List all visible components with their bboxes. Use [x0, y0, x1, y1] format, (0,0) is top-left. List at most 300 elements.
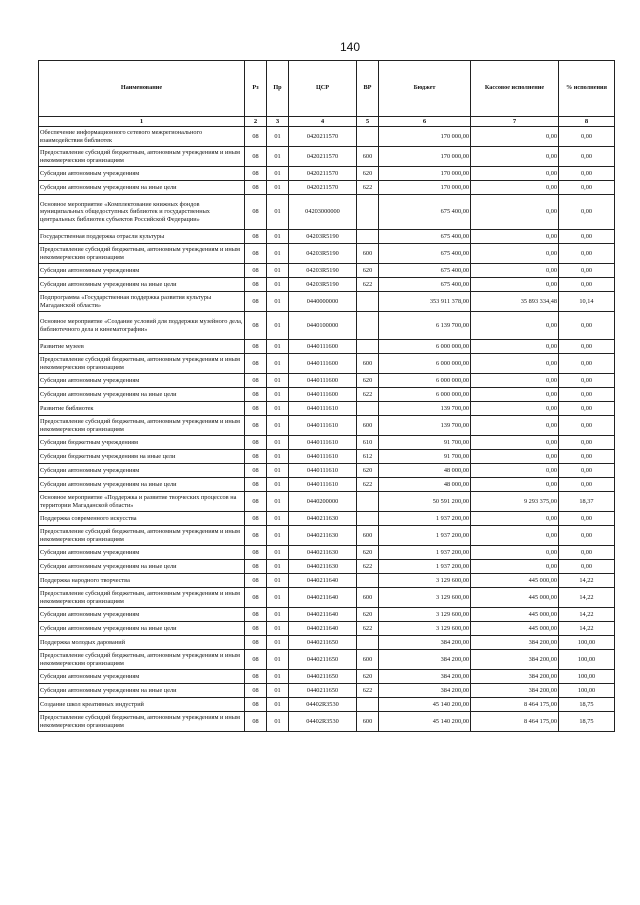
row-pct: 0,00 [559, 388, 615, 402]
row-name: Предоставление субсидий бюджетным, автономным учреждениям и иным некоммерческим организациям [39, 416, 245, 436]
table-row [39, 588, 615, 608]
row-pr: 01 [267, 388, 289, 402]
row-cash: 445 000,00 [471, 622, 559, 636]
table-row [39, 608, 615, 622]
row-rz: 08 [245, 526, 267, 546]
row-pct: 0,00 [559, 127, 615, 147]
row-vr: 622 [357, 684, 379, 698]
row-budget: 170 000,00 [379, 181, 471, 195]
row-name: Предоставление субсидий бюджетным, автономным учреждениям и иным некоммерческим организациям [39, 526, 245, 546]
row-budget: 384 200,00 [379, 670, 471, 684]
row-cash: 0,00 [471, 312, 559, 340]
table-row [39, 292, 615, 312]
row-pr: 01 [267, 622, 289, 636]
row-pct: 0,00 [559, 147, 615, 167]
row-cash: 0,00 [471, 195, 559, 230]
row-csr: 04402R3530 [289, 712, 357, 732]
row-rz: 08 [245, 402, 267, 416]
row-pr: 01 [267, 478, 289, 492]
row-name: Предоставление субсидий бюджетным, автономным учреждениям и иным некоммерческим организациям [39, 712, 245, 732]
row-csr: 0440111600 [289, 388, 357, 402]
row-cash: 0,00 [471, 464, 559, 478]
row-vr: 620 [357, 264, 379, 278]
row-csr: 0440211640 [289, 588, 357, 608]
row-pr: 01 [267, 526, 289, 546]
row-name: Субсидии автономным учреждениям [39, 167, 245, 181]
row-pct: 100,00 [559, 684, 615, 698]
row-rz: 08 [245, 650, 267, 670]
row-rz: 08 [245, 167, 267, 181]
row-pr: 01 [267, 712, 289, 732]
row-pct: 18,75 [559, 712, 615, 732]
row-pr: 01 [267, 574, 289, 588]
row-pr: 01 [267, 698, 289, 712]
table-row [39, 340, 615, 354]
row-csr: 04203R5190 [289, 278, 357, 292]
row-rz: 08 [245, 712, 267, 732]
row-budget: 6 000 000,00 [379, 374, 471, 388]
row-pct: 14,22 [559, 608, 615, 622]
table-row [39, 698, 615, 712]
row-rz: 08 [245, 574, 267, 588]
row-vr: 610 [357, 436, 379, 450]
row-cash: 0,00 [471, 478, 559, 492]
row-cash: 8 464 175,00 [471, 698, 559, 712]
row-rz: 08 [245, 388, 267, 402]
column-number: 3 [267, 117, 289, 127]
row-name: Поддержка молодых дарований [39, 636, 245, 650]
row-rz: 08 [245, 546, 267, 560]
row-vr [357, 698, 379, 712]
row-vr: 600 [357, 416, 379, 436]
row-csr: 0440111600 [289, 354, 357, 374]
row-name: Субсидии автономным учреждениям [39, 264, 245, 278]
row-name: Субсидии автономным учреждениям [39, 670, 245, 684]
row-pct: 0,00 [559, 167, 615, 181]
row-budget: 1 937 200,00 [379, 560, 471, 574]
row-rz: 08 [245, 608, 267, 622]
row-csr: 04203R5190 [289, 244, 357, 264]
row-pr: 01 [267, 560, 289, 574]
row-budget: 139 700,00 [379, 416, 471, 436]
row-csr: 0440111610 [289, 436, 357, 450]
row-cash: 0,00 [471, 354, 559, 374]
row-name: Предоставление субсидий бюджетным, автономным учреждениям и иным некоммерческим организациям [39, 147, 245, 167]
row-name: Предоставление субсидий бюджетным, автономным учреждениям и иным некоммерческим организациям [39, 244, 245, 264]
row-vr: 622 [357, 278, 379, 292]
page-number: 140 [339, 40, 361, 54]
header-rz: Рз [245, 61, 267, 117]
table-row [39, 181, 615, 195]
table-row [39, 147, 615, 167]
row-budget: 170 000,00 [379, 127, 471, 147]
row-pct: 0,00 [559, 436, 615, 450]
row-rz: 08 [245, 312, 267, 340]
row-rz: 08 [245, 492, 267, 512]
row-budget: 6 139 700,00 [379, 312, 471, 340]
row-pr: 01 [267, 402, 289, 416]
row-name: Субсидии бюджетным учреждениям [39, 436, 245, 450]
row-cash: 35 893 334,48 [471, 292, 559, 312]
row-csr: 0440211640 [289, 574, 357, 588]
row-name: Субсидии бюджетным учреждениям на иные цели [39, 450, 245, 464]
row-rz: 08 [245, 512, 267, 526]
row-pct: 0,00 [559, 374, 615, 388]
table-row [39, 402, 615, 416]
table-row [39, 195, 615, 230]
row-pct: 0,00 [559, 264, 615, 278]
row-csr: 0440111610 [289, 416, 357, 436]
row-pct: 0,00 [559, 195, 615, 230]
row-cash: 384 200,00 [471, 650, 559, 670]
row-pct: 0,00 [559, 244, 615, 264]
row-vr: 622 [357, 478, 379, 492]
row-cash: 0,00 [471, 147, 559, 167]
row-pct: 14,22 [559, 574, 615, 588]
header-budget: Бюджет [379, 61, 471, 117]
row-rz: 08 [245, 464, 267, 478]
row-pr: 01 [267, 636, 289, 650]
row-vr: 620 [357, 374, 379, 388]
row-rz: 08 [245, 195, 267, 230]
row-vr: 622 [357, 388, 379, 402]
table-row [39, 167, 615, 181]
row-rz: 08 [245, 588, 267, 608]
row-budget: 45 140 200,00 [379, 712, 471, 732]
row-vr: 620 [357, 464, 379, 478]
row-csr: 0420211570 [289, 167, 357, 181]
row-cash: 0,00 [471, 264, 559, 278]
row-cash: 0,00 [471, 560, 559, 574]
row-vr: 620 [357, 546, 379, 560]
row-budget: 3 129 600,00 [379, 574, 471, 588]
row-budget: 139 700,00 [379, 402, 471, 416]
row-name: Развитие библиотек [39, 402, 245, 416]
row-name: Предоставление субсидий бюджетным, автономным учреждениям и иным некоммерческим организациям [39, 650, 245, 670]
row-pct: 100,00 [559, 636, 615, 650]
row-cash: 0,00 [471, 374, 559, 388]
row-pr: 01 [267, 650, 289, 670]
table-row [39, 278, 615, 292]
row-budget: 48 000,00 [379, 478, 471, 492]
row-cash: 8 464 175,00 [471, 712, 559, 732]
row-pr: 01 [267, 292, 289, 312]
header-cash: Кассовое исполнение [471, 61, 559, 117]
row-name: Субсидии автономным учреждениям на иные цели [39, 560, 245, 574]
row-rz: 08 [245, 264, 267, 278]
row-vr: 600 [357, 712, 379, 732]
row-name: Основное мероприятие «Комплектование книжных фондов муниципальных общедоступных библиотек и государственных центральных библиотек субъектов Российской Федерации» [39, 195, 245, 230]
row-csr: 0440211630 [289, 546, 357, 560]
row-pr: 01 [267, 512, 289, 526]
row-budget: 675 400,00 [379, 230, 471, 244]
column-number: 7 [471, 117, 559, 127]
row-budget: 353 911 378,00 [379, 292, 471, 312]
table-row [39, 264, 615, 278]
table-row [39, 574, 615, 588]
row-pr: 01 [267, 374, 289, 388]
row-vr: 612 [357, 450, 379, 464]
row-cash: 0,00 [471, 436, 559, 450]
row-name: Государственная поддержка отрасли культуры [39, 230, 245, 244]
table-row [39, 478, 615, 492]
row-cash: 0,00 [471, 512, 559, 526]
row-pr: 01 [267, 416, 289, 436]
row-rz: 08 [245, 450, 267, 464]
row-pct: 100,00 [559, 650, 615, 670]
row-vr [357, 340, 379, 354]
row-cash: 384 200,00 [471, 670, 559, 684]
row-pct: 100,00 [559, 670, 615, 684]
row-vr: 600 [357, 650, 379, 670]
row-cash: 445 000,00 [471, 574, 559, 588]
column-number: 4 [289, 117, 357, 127]
row-cash: 9 293 375,00 [471, 492, 559, 512]
row-budget: 384 200,00 [379, 684, 471, 698]
table-body [39, 127, 615, 732]
row-pr: 01 [267, 684, 289, 698]
row-cash: 0,00 [471, 450, 559, 464]
row-pr: 01 [267, 167, 289, 181]
row-budget: 384 200,00 [379, 650, 471, 670]
row-name: Основное мероприятие «Поддержка и развитие творческих процессов на территории Магаданской области» [39, 492, 245, 512]
header-name: Наименование [39, 61, 245, 117]
row-pr: 01 [267, 278, 289, 292]
table-header-row [39, 61, 615, 117]
table-row [39, 464, 615, 478]
row-rz: 08 [245, 560, 267, 574]
row-rz: 08 [245, 622, 267, 636]
row-csr: 0440111610 [289, 478, 357, 492]
table-row [39, 670, 615, 684]
row-cash: 0,00 [471, 388, 559, 402]
table-row [39, 712, 615, 732]
row-name: Подпрограмма «Государственная поддержка развития культуры Магаданской области» [39, 292, 245, 312]
row-name: Субсидии автономным учреждениям [39, 546, 245, 560]
row-cash: 0,00 [471, 340, 559, 354]
row-csr: 04203000000 [289, 195, 357, 230]
row-pr: 01 [267, 546, 289, 560]
row-vr [357, 636, 379, 650]
row-pct: 0,00 [559, 478, 615, 492]
row-pr: 01 [267, 608, 289, 622]
row-pct: 0,00 [559, 546, 615, 560]
row-name: Субсидии автономным учреждениям [39, 464, 245, 478]
row-name: Поддержка современного искусства [39, 512, 245, 526]
row-pct: 0,00 [559, 416, 615, 436]
column-number: 5 [357, 117, 379, 127]
row-budget: 3 129 600,00 [379, 588, 471, 608]
row-vr [357, 230, 379, 244]
table-row [39, 127, 615, 147]
row-vr: 622 [357, 181, 379, 195]
row-cash: 0,00 [471, 167, 559, 181]
row-name: Субсидии автономным учреждениям на иные цели [39, 684, 245, 698]
row-vr: 622 [357, 560, 379, 574]
row-csr: 0440111610 [289, 464, 357, 478]
row-pr: 01 [267, 230, 289, 244]
table-row [39, 684, 615, 698]
table-row [39, 388, 615, 402]
row-pct: 0,00 [559, 354, 615, 374]
row-csr: 0440111600 [289, 374, 357, 388]
table-row [39, 354, 615, 374]
row-pct: 0,00 [559, 230, 615, 244]
row-name: Развитие музеев [39, 340, 245, 354]
row-csr: 0440111600 [289, 340, 357, 354]
row-csr: 0440111610 [289, 402, 357, 416]
row-csr: 0440211650 [289, 650, 357, 670]
row-cash: 0,00 [471, 244, 559, 264]
row-pr: 01 [267, 354, 289, 374]
row-csr: 0420211570 [289, 147, 357, 167]
row-cash: 0,00 [471, 416, 559, 436]
column-number: 8 [559, 117, 615, 127]
row-rz: 08 [245, 278, 267, 292]
row-budget: 384 200,00 [379, 636, 471, 650]
row-name: Поддержка народного творчества [39, 574, 245, 588]
table-row [39, 436, 615, 450]
row-rz: 08 [245, 436, 267, 450]
header-vr: ВР [357, 61, 379, 117]
row-cash: 0,00 [471, 181, 559, 195]
table-row [39, 230, 615, 244]
row-pr: 01 [267, 588, 289, 608]
row-pct: 0,00 [559, 181, 615, 195]
row-pct: 0,00 [559, 526, 615, 546]
row-budget: 6 000 000,00 [379, 388, 471, 402]
row-vr [357, 195, 379, 230]
row-pr: 01 [267, 147, 289, 167]
row-budget: 48 000,00 [379, 464, 471, 478]
row-pr: 01 [267, 264, 289, 278]
row-budget: 1 937 200,00 [379, 546, 471, 560]
column-number: 6 [379, 117, 471, 127]
row-pr: 01 [267, 492, 289, 512]
row-rz: 08 [245, 636, 267, 650]
row-name: Субсидии автономным учреждениям на иные цели [39, 622, 245, 636]
row-budget: 675 400,00 [379, 244, 471, 264]
row-pct: 0,00 [559, 312, 615, 340]
row-csr: 0440211640 [289, 608, 357, 622]
row-vr [357, 292, 379, 312]
row-cash: 0,00 [471, 127, 559, 147]
row-cash: 0,00 [471, 546, 559, 560]
row-vr [357, 512, 379, 526]
row-name: Создание школ креативных индустрий [39, 698, 245, 712]
row-name: Обеспечение информационного сетевого межрегионального взаимодействия библиотек [39, 127, 245, 147]
row-vr [357, 574, 379, 588]
table-row [39, 622, 615, 636]
table-row [39, 450, 615, 464]
row-pr: 01 [267, 181, 289, 195]
row-rz: 08 [245, 340, 267, 354]
row-budget: 6 000 000,00 [379, 354, 471, 374]
row-rz: 08 [245, 147, 267, 167]
row-budget: 91 700,00 [379, 450, 471, 464]
row-vr: 620 [357, 670, 379, 684]
header-pr: Пр [267, 61, 289, 117]
row-budget: 675 400,00 [379, 195, 471, 230]
row-pct: 0,00 [559, 402, 615, 416]
row-vr: 600 [357, 588, 379, 608]
row-budget: 170 000,00 [379, 147, 471, 167]
row-budget: 91 700,00 [379, 436, 471, 450]
row-pct: 14,22 [559, 622, 615, 636]
budget-table [38, 60, 615, 732]
row-name: Предоставление субсидий бюджетным, автономным учреждениям и иным некоммерческим организациям [39, 588, 245, 608]
row-name: Субсидии автономным учреждениям на иные цели [39, 478, 245, 492]
row-budget: 50 591 200,00 [379, 492, 471, 512]
row-cash: 0,00 [471, 402, 559, 416]
table-row [39, 312, 615, 340]
row-pr: 01 [267, 195, 289, 230]
row-vr [357, 127, 379, 147]
row-vr: 600 [357, 244, 379, 264]
column-number: 1 [39, 117, 245, 127]
row-csr: 0440111610 [289, 450, 357, 464]
row-name: Основное мероприятие «Создание условий для поддержки музейного дела, библиотечного дела и кинематографии» [39, 312, 245, 340]
row-csr: 04203R5190 [289, 230, 357, 244]
row-csr: 0440211630 [289, 526, 357, 546]
row-pct: 14,22 [559, 588, 615, 608]
row-vr: 622 [357, 622, 379, 636]
row-csr: 0440000000 [289, 292, 357, 312]
row-vr: 600 [357, 354, 379, 374]
row-pct: 0,00 [559, 512, 615, 526]
table-row [39, 546, 615, 560]
row-rz: 08 [245, 416, 267, 436]
row-pr: 01 [267, 312, 289, 340]
row-csr: 0440200000 [289, 492, 357, 512]
row-vr: 600 [357, 526, 379, 546]
row-csr: 0440211650 [289, 684, 357, 698]
table-row [39, 374, 615, 388]
row-csr: 0440211630 [289, 512, 357, 526]
row-csr: 0420211570 [289, 181, 357, 195]
column-number: 2 [245, 117, 267, 127]
row-name: Субсидии автономным учреждениям на иные цели [39, 388, 245, 402]
row-rz: 08 [245, 374, 267, 388]
row-csr: 0440211640 [289, 622, 357, 636]
row-budget: 45 140 200,00 [379, 698, 471, 712]
header-csr: ЦСР [289, 61, 357, 117]
row-name: Субсидии автономным учреждениям [39, 374, 245, 388]
row-rz: 08 [245, 181, 267, 195]
row-name: Субсидии автономным учреждениям на иные цели [39, 181, 245, 195]
row-vr: 600 [357, 147, 379, 167]
column-number-row [39, 117, 615, 127]
row-pr: 01 [267, 127, 289, 147]
row-csr: 04203R5190 [289, 264, 357, 278]
row-cash: 384 200,00 [471, 684, 559, 698]
row-csr: 0440211650 [289, 670, 357, 684]
row-budget: 1 937 200,00 [379, 526, 471, 546]
row-pct: 0,00 [559, 450, 615, 464]
row-pct: 0,00 [559, 464, 615, 478]
row-budget: 675 400,00 [379, 278, 471, 292]
table-row [39, 636, 615, 650]
row-pct: 10,14 [559, 292, 615, 312]
row-vr [357, 402, 379, 416]
table-row [39, 560, 615, 574]
row-cash: 0,00 [471, 278, 559, 292]
row-csr: 0440100000 [289, 312, 357, 340]
row-rz: 08 [245, 354, 267, 374]
row-rz: 08 [245, 684, 267, 698]
row-pct: 0,00 [559, 560, 615, 574]
row-cash: 445 000,00 [471, 588, 559, 608]
